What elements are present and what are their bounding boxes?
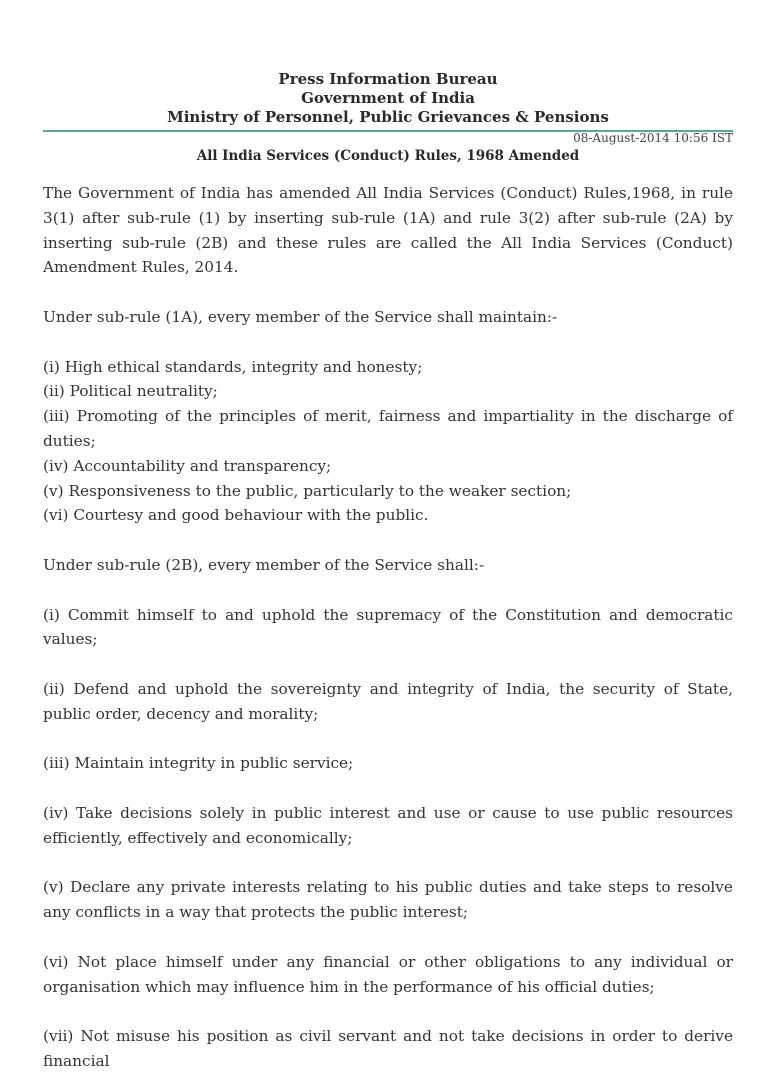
government-name: Government of India [301,89,475,107]
list-item: (vi) Courtesy and good behaviour with the public. [43,506,429,525]
subrule-1a-heading: Under sub-rule (1A), every member of the Service shall maintain:- [43,307,558,326]
list-item: (iii) Promoting of the principles of merit, fairness and impartiality in the discharge of duties; [43,407,733,450]
subrule-2b-heading: Under sub-rule (2B), every member of the Service shall:- [43,555,485,574]
list-item: (iii) Maintain integrity in public service; [43,754,354,773]
ministry-name: Ministry of Personnel, Public Grievances & Pensions [167,108,609,126]
list-item: (v) Declare any private interests relating to his public duties and take steps to resolve any conflicts in a way that protects the public interest; [43,878,733,922]
list-item: (v) Responsiveness to the public, particularly to the weaker section; [43,481,572,500]
list-item: (iv) Accountability and transparency; [43,456,332,475]
list-item: (vi) Not place himself under any financial or other obligations to any individual or organisation which may influence him in the performance of his official duties; [43,952,733,996]
list-item: (ii) Defend and uphold the sovereignty and integrity of India, the security of State, public order, decency and morality; [43,679,733,723]
release-datetime: 08-August-2014 10:56 IST [573,131,733,145]
release-title: All India Services (Conduct) Rules, 1968 Amended [196,148,580,164]
release-body [43,181,733,1074]
list-item: (iv) Take decisions solely in public interest and use or cause to use public resources efficiently, effectively and economically; [43,803,733,847]
list-item: (i) Commit himself to and uphold the supremacy of the Constitution and democratic values; [43,605,733,649]
list-item: (vii) Not misuse his position as civil servant and not take decisions in order to derive financial [43,1027,733,1070]
bureau-name: Press Information Bureau [278,70,498,88]
intro-paragraph: The Government of India has amended All India Services (Conduct) Rules,1968, in rule 3(1) after sub-rule (1) by inserting sub-rule (1A) and rule 3(2) after sub-rule (2A) by inserting sub-rule (2B) and these rules are called the All India Services (Conduct) Amendment Rules, 2014. [43,184,733,277]
list-item: (i) High ethical standards, integrity and honesty; [43,357,423,376]
press-release-page [43,70,733,1074]
list-item: (ii) Political neutrality; [43,382,218,401]
subrule-1a-list [43,355,733,529]
